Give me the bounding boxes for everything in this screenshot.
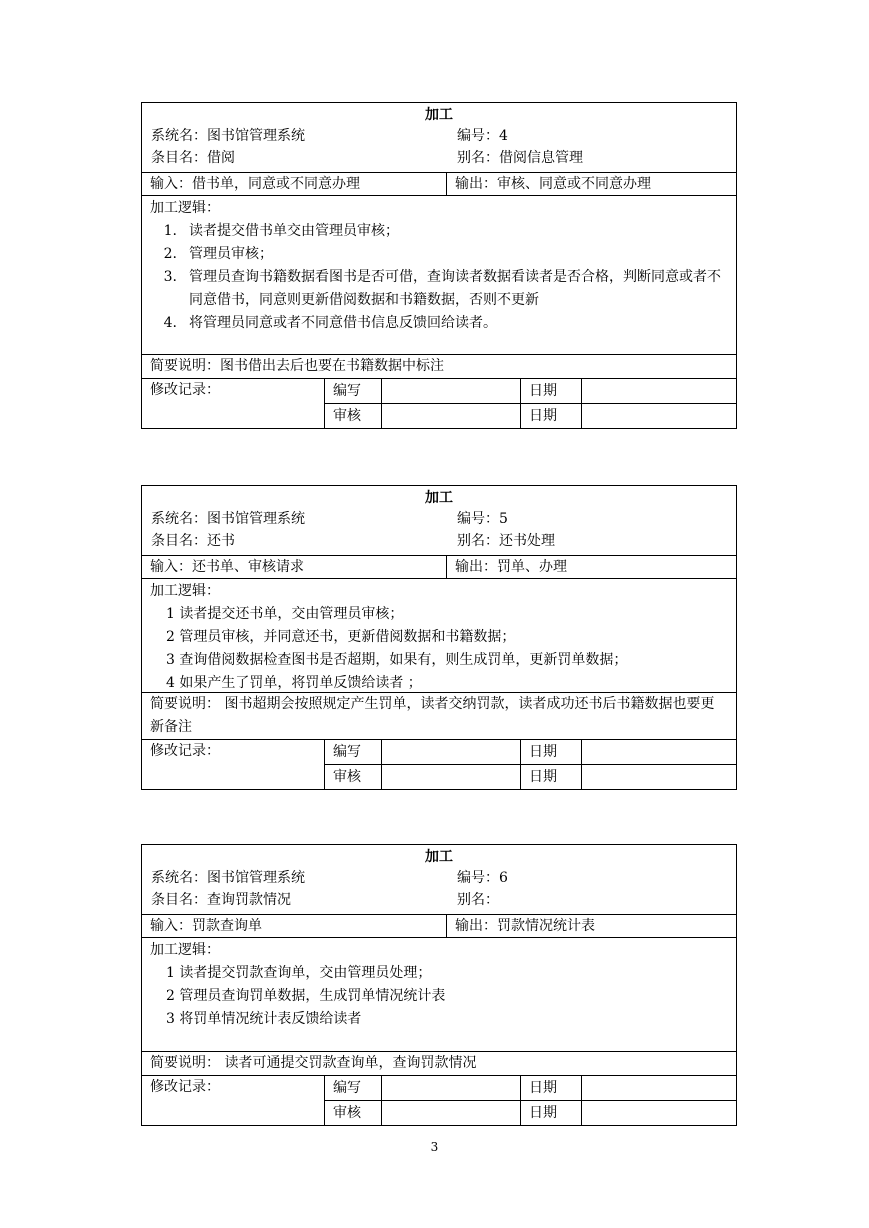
processing-logic (142, 195, 736, 354)
write-value (382, 379, 521, 404)
date-label: 日期 (521, 404, 582, 429)
io-row (142, 914, 736, 937)
alias-name: 别名：还书处理 (457, 533, 555, 549)
item-number: 编号：4 (457, 128, 508, 144)
alias-name: 别名：借阅信息管理 (457, 150, 583, 166)
processing-logic (142, 937, 736, 1051)
date-value (582, 404, 737, 429)
processing-logic (142, 578, 736, 692)
logic-label: 加工逻辑： (150, 583, 220, 599)
write-label: 编写 (325, 740, 382, 765)
input-cell: 输入：罚款查询单 (142, 915, 447, 937)
logic-step: 3. 管理员查询书籍数据看图书是否可借，查询读者数据看读者是否合格，判断同意或者不同意借书，同意则更新借阅数据和书籍数据，否则不更新 (163, 269, 721, 308)
io-row (142, 172, 736, 195)
logic-step: 2 管理员审核，并同意还书，更新借阅数据和书籍数据； (166, 629, 516, 645)
input-cell: 输入：借书单，同意或不同意办理 (142, 173, 447, 195)
review-value (382, 404, 521, 429)
revision-table (142, 378, 736, 428)
system-name: 系统名：图书馆管理系统 (151, 511, 305, 527)
alias-name: 别名： (457, 892, 499, 908)
review-label: 审核 (325, 1101, 382, 1126)
card-header (142, 103, 736, 172)
date-label: 日期 (521, 1076, 582, 1101)
system-name: 系统名：图书馆管理系统 (151, 128, 305, 144)
page-number: 3 (430, 1140, 439, 1154)
card-title: 加工 (425, 107, 453, 123)
card-title: 加工 (425, 490, 453, 506)
write-label: 编写 (325, 1076, 382, 1101)
date-label: 日期 (521, 379, 582, 404)
output-cell: 输出：罚单、办理 (455, 559, 567, 575)
process-card-return (141, 485, 737, 790)
review-value (382, 765, 521, 790)
date-label: 日期 (521, 765, 582, 790)
logic-label: 加工逻辑： (150, 200, 220, 216)
item-number: 编号：5 (457, 511, 508, 527)
card-header (142, 486, 736, 555)
process-card-borrow (141, 102, 737, 429)
brief-description: 简要说明： 图书超期会按照规定产生罚单，读者交纳罚款，读者成功还书后书籍数据也要更新备注 (142, 692, 736, 739)
logic-step: 1. 读者提交借书单交由管理员审核； (163, 223, 399, 239)
date-label: 日期 (521, 1101, 582, 1126)
write-value (382, 1076, 521, 1101)
input-cell: 输入：还书单、审核请求 (142, 556, 447, 578)
entry-name: 条目名：还书 (151, 533, 235, 549)
logic-step: 2 管理员查询罚单数据，生成罚单情况统计表 (166, 988, 446, 1004)
io-row (142, 555, 736, 578)
entry-name: 条目名：借阅 (151, 150, 235, 166)
brief-description: 简要说明： 读者可通提交罚款查询单，查询罚款情况 (142, 1051, 736, 1075)
date-value (582, 1076, 737, 1101)
item-number: 编号：6 (457, 870, 508, 886)
revision-table (142, 1075, 736, 1125)
entry-name: 条目名：查询罚款情况 (151, 892, 291, 908)
date-value (582, 1101, 737, 1126)
date-label: 日期 (521, 740, 582, 765)
brief-description: 简要说明：图书借出去后也要在书籍数据中标注 (142, 354, 736, 378)
write-value (382, 740, 521, 765)
logic-steps (150, 220, 728, 335)
process-card-fine-query (141, 844, 737, 1126)
output-cell: 输出：审核、同意或不同意办理 (455, 176, 651, 192)
logic-step: 4. 将管理员同意或者不同意借书信息反馈回给读者。 (163, 315, 497, 331)
revision-label: 修改记录： (150, 743, 220, 759)
revision-label: 修改记录： (150, 1079, 220, 1095)
date-value (582, 765, 737, 790)
revision-label: 修改记录： (150, 382, 220, 398)
system-name: 系统名：图书馆管理系统 (151, 870, 305, 886)
logic-step: 3 查询借阅数据检查图书是否超期，如果有，则生成罚单，更新罚单数据； (166, 652, 628, 668)
review-label: 审核 (325, 404, 382, 429)
revision-table (142, 739, 736, 789)
logic-step: 4 如果产生了罚单，将罚单反馈给读者 ； (166, 675, 422, 691)
review-label: 审核 (325, 765, 382, 790)
card-title: 加工 (425, 849, 453, 865)
review-value (382, 1101, 521, 1126)
logic-step: 1 读者提交还书单，交由管理员审核； (166, 606, 404, 622)
date-value (582, 740, 737, 765)
output-cell: 输出：罚款情况统计表 (455, 918, 595, 934)
card-header (142, 845, 736, 914)
write-label: 编写 (325, 379, 382, 404)
logic-step: 3 将罚单情况统计表反馈给读者 (166, 1011, 362, 1027)
logic-step: 2. 管理员审核； (163, 246, 273, 262)
logic-step: 1 读者提交罚款查询单，交由管理员处理； (166, 965, 432, 981)
date-value (582, 379, 737, 404)
logic-label: 加工逻辑： (150, 942, 220, 958)
